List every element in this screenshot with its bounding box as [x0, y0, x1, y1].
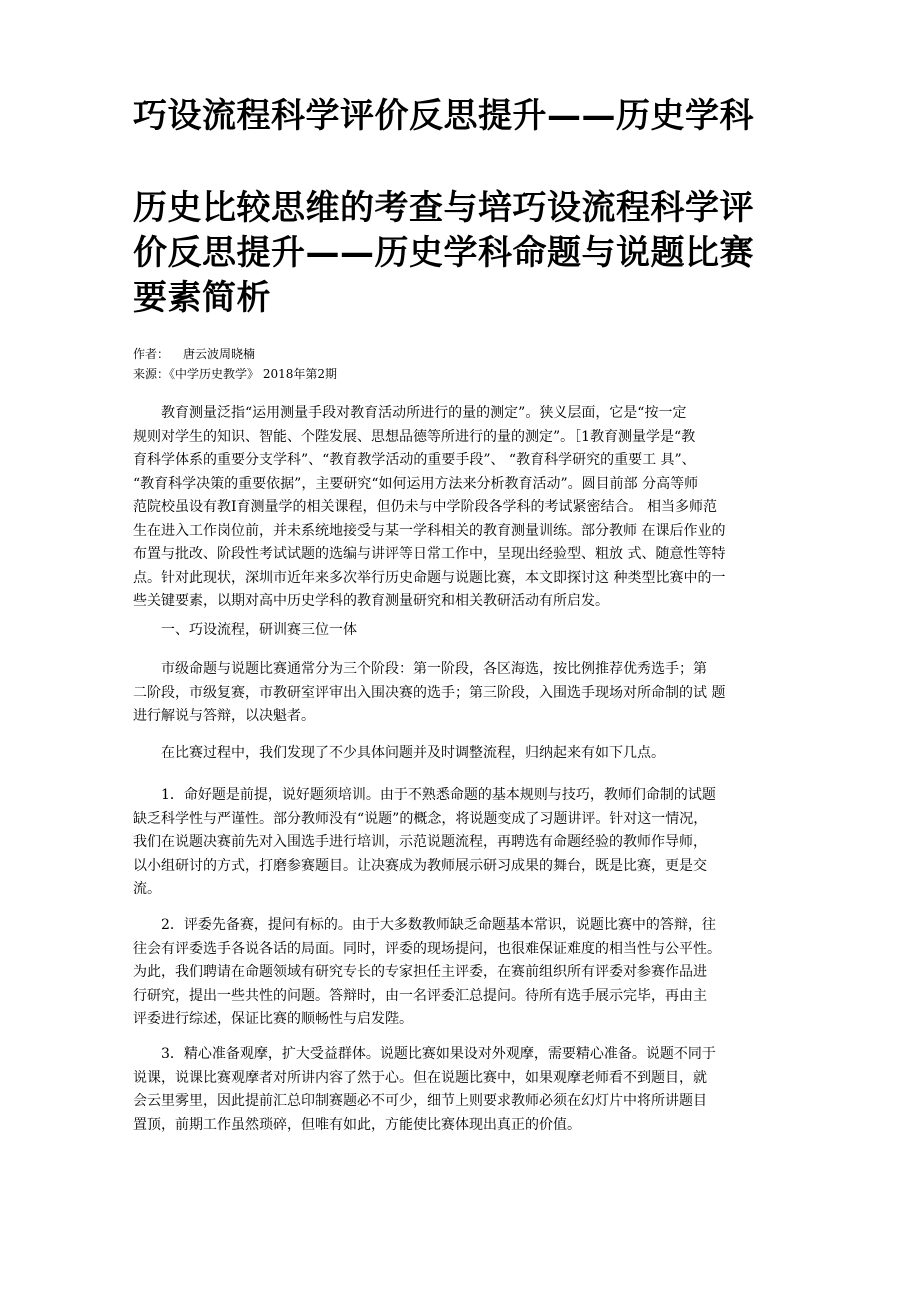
author-label: 作者： [133, 347, 170, 361]
author-row [133, 344, 337, 364]
text-line: 行研究，提出一些共性的问题。答辩时，由一名评委汇总提问。待所有选手展示完毕，再由主 [133, 987, 707, 1004]
text-line: 评委进行综述，保证比赛的顺畅性与启发陛。 [133, 1011, 413, 1027]
text-line: 生在进入工作岗位前，并未系统地接受与某一学科相关的教育测量训练。部分教师 在课后作业的 [133, 522, 726, 539]
document-full-title [133, 186, 754, 321]
article-meta [133, 344, 337, 384]
paragraph-point-1 [133, 784, 793, 902]
text-line: “教育科学决策的重要依据”，主要研究“如何运用方法来分析教育活动”。圆目前部 分高等师 [133, 475, 699, 492]
section-heading-1 [133, 619, 793, 643]
text-line: 一、巧设流程，研训赛三位一体 [133, 622, 357, 638]
text-line: 育科学体系的重要分支学科”、“教育教学活动的重要手段”、 “教育科学研究的重要工 具”、 [133, 452, 696, 468]
full-title-line: 要素简析 [133, 278, 271, 318]
paragraph-stages [133, 658, 793, 729]
text-line: 教育测量泛指“运用测量手段对教育活动所进行的量的测定”。狭义层面，它是“按一定 [133, 405, 687, 421]
author-value: 唐云波周晓楠 [183, 347, 256, 361]
text-line: 置顶，前期工作虽然琐碎，但唯有如此，方能使比赛体现出真正的价值。 [133, 1116, 581, 1133]
text-line: 缺乏科学性与严谨性。部分教师没有“说题”的概念，将说题变成了习题讲评。针对这一情况， [133, 810, 708, 827]
text-line: 1．命好题是前提，说好题须培训。由于不熟悉命题的基本规则与技巧，教师们命制的试题 [133, 787, 716, 803]
document-short-title: 巧设流程科学评价反思提升——历史学科 [133, 96, 754, 136]
text-line: 布置与批改、阶段性考试试题的选编与讲评等日常工作中，呈现出经验型、粗放 式、随意性等特 [133, 546, 726, 562]
text-line: 以小组研讨的方式，打磨参赛题目。让决赛成为教师展示研习成果的舞台，既是比赛，更是交 [133, 857, 707, 874]
paragraph-summary [133, 742, 793, 766]
text-line: 为此，我们聘请在命题领域有研究专长的专家担任主评委，在赛前组织所有评委对参赛作品进 [133, 964, 707, 980]
source-row [133, 364, 337, 384]
text-line: 范院校虽设有教I育测量学的相关课程，但仍未与中学阶段各学科的考试紧密结合。 相当多师范 [133, 499, 717, 515]
text-line: 我们在说题决赛前先对入围选手进行培训，示范说题流程，再聘选有命题经验的教师作导师， [133, 834, 707, 850]
text-line: 些关键要素，以期对高中历史学科的教育测量研究和相关教研活动有所启发。 [133, 593, 609, 609]
text-line: 说课，说课比赛观摩者对所讲内容了然于心。但在说题比赛中，如果观摩老师看不到题目，就 [133, 1069, 707, 1086]
text-line: 规则对学生的知识、智能、个陛发展、思想品德等所进行的量的测定”。［1教育测量学是“教 [133, 428, 696, 445]
text-line: 点。针对此现状，深圳市近年来多次举行历史命题与说题比赛，本文即探讨这 种类型比赛中的一 [133, 569, 726, 586]
paragraph-point-3 [133, 1043, 793, 1137]
paragraph-point-2 [133, 914, 793, 1032]
full-title-line: 价反思提升——历史学科命题与说题比赛 [133, 233, 754, 273]
text-line: 市级命题与说题比赛通常分为三个阶段：第一阶段，各区海选，按比例推荐优秀选手；第 [133, 661, 707, 677]
text-line: 在比赛过程中，我们发现了不少具体问题并及时调整流程，归纳起来有如下几点。 [133, 745, 665, 761]
text-line: 流。 [133, 881, 161, 897]
full-title-line: 历史比较思维的考查与培巧设流程科学评 [133, 188, 754, 228]
paragraph-intro [133, 402, 793, 614]
source-value: 《中学历史教学》 2018年第2期 [169, 367, 338, 381]
source-label: 来源： [133, 367, 170, 381]
text-line: 往会有评委选手各说各话的局面。同时，评委的现场提问，也很难保证难度的相当性与公平性。 [133, 940, 721, 957]
text-line: 会云里雾里，因此提前汇总印制赛题必不可少，细节上则要求教师必须在幻灯片中将所讲题目 [133, 1093, 707, 1109]
text-line: 2．评委先备赛，提问有标的。由于大多数教师缺乏命题基本常识，说题比赛中的答辩，往 [133, 917, 716, 933]
text-line: 3．精心准备观摩，扩大受益群体。说题比赛如果设对外观摩，需要精心准备。说题不同于 [133, 1046, 716, 1062]
text-line: 进行解说与答辩，以决魁者。 [133, 708, 315, 724]
text-line: 二阶段，市级复赛，市教研室评审出入围决赛的选手；第三阶段，入围选手现场对所命制的试 题 [133, 684, 726, 701]
